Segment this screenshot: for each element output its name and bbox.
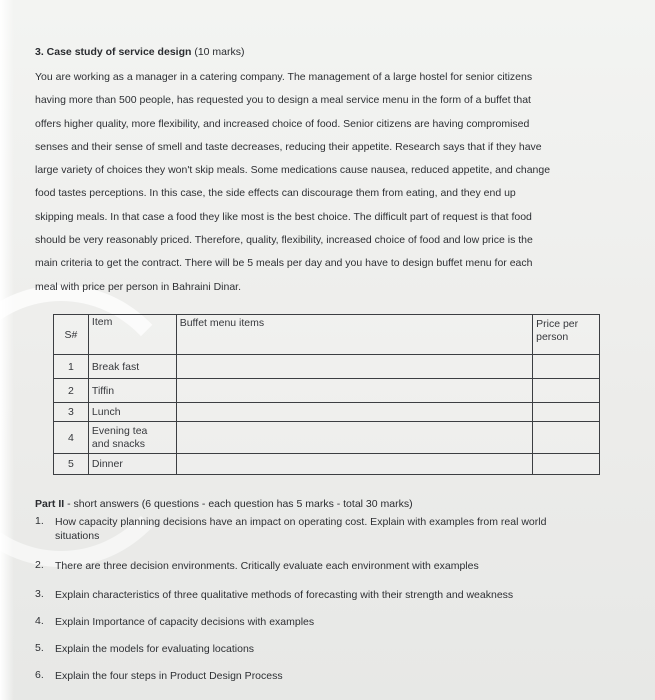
question-number: 5. — [35, 642, 44, 654]
table-row — [54, 422, 600, 454]
question-text: Explain Importance of capacity decisions with examples — [55, 616, 315, 628]
header-buffet-items: Buffet menu items — [176, 315, 532, 355]
row-item — [88, 422, 176, 454]
question-text: Explain the models for evaluating locations — [55, 643, 255, 655]
paragraph-line: main criteria to get the contract. There will be 5 meals per day and you have to design buffet menu for each — [35, 257, 533, 270]
question-number: 3. — [35, 588, 44, 600]
heading-title: 3. Case study of service design — [35, 46, 192, 58]
question-text-line1: How capacity planning decisions have an impact on operating cost. Explain with examples from real world — [55, 516, 547, 528]
row-sno: 2 — [54, 379, 89, 403]
row-item: Break fast — [88, 355, 176, 379]
row-price-cell — [533, 379, 600, 403]
row-price-cell — [533, 422, 600, 454]
question-text-line2: situations — [55, 530, 100, 542]
paragraph-line: having more than 500 people, has requested you to design a meal service menu in the form of a buffet that — [35, 94, 531, 107]
table-row — [54, 403, 600, 422]
row-price-cell — [533, 454, 600, 475]
paragraph-line: meal with price per person in Bahraini Dinar. — [35, 280, 242, 293]
heading-marks: (10 marks) — [194, 46, 245, 58]
paragraph-line: food tastes perceptions. In this case, the side effects can discourage them from eating, and they end up — [35, 187, 516, 200]
paragraph-line: offers higher quality, more flexibility, and increased choice of food. Senior citizens are having compromised — [35, 117, 530, 130]
question-text: Explain characteristics of three qualitative methods of forecasting with their strength and weakness — [55, 589, 514, 601]
row-price-cell — [533, 403, 600, 422]
part-two-title — [35, 498, 413, 510]
paragraph-line: senses and their sense of smell and taste decreases, reducing their appetite. Research says that if they have — [35, 140, 542, 153]
row-item: Dinner — [88, 454, 176, 475]
question-number: 1. — [35, 515, 44, 527]
paragraph-line: You are working as a manager in a catering company. The management of a large hostel for senior citizens — [35, 71, 533, 83]
row-sno: 1 — [54, 355, 89, 379]
row-buffet-cell — [176, 403, 532, 422]
row-buffet-cell — [176, 355, 532, 379]
row-buffet-cell — [176, 422, 532, 454]
row-item-line1: Evening tea — [91, 424, 148, 437]
header-sno: S# — [54, 315, 89, 355]
table-row — [54, 355, 600, 379]
row-price-cell — [533, 355, 600, 379]
table-row — [54, 379, 600, 403]
row-buffet-cell — [176, 454, 532, 475]
question-number: 2. — [35, 559, 44, 571]
question-text: There are three decision environments. Critically evaluate each environment with examples — [55, 560, 479, 572]
header-price-per-person — [533, 315, 600, 355]
table-header-row — [54, 315, 600, 355]
paragraph-line: should be very reasonably priced. Therefore, quality, flexibility, increased choice of food and low price is the — [35, 234, 533, 247]
row-item: Lunch — [88, 403, 176, 422]
table-row — [54, 454, 600, 475]
row-sno: 3 — [54, 403, 89, 422]
header-item: Item — [88, 315, 176, 355]
row-sno: 5 — [54, 454, 89, 475]
row-item-line2: and snacks — [91, 437, 146, 450]
row-buffet-cell — [176, 379, 532, 403]
row-item: Tiffin — [88, 379, 176, 403]
part-two-description: - short answers (6 questions - each question has 5 marks - total 30 marks) — [64, 498, 413, 510]
question-number: 4. — [35, 615, 44, 627]
question-text: Explain the four steps in Product Design Process — [55, 670, 283, 682]
paragraph-line: skipping meals. In that case a food they like most is the best choice. The difficult part of request is that food — [35, 210, 532, 223]
part-two-label: Part II — [35, 498, 65, 510]
case-study-paragraph — [35, 66, 625, 299]
question-text — [55, 515, 625, 543]
case-study-heading — [35, 46, 245, 58]
buffet-menu-table — [53, 314, 600, 475]
question-number: 6. — [35, 669, 44, 681]
paragraph-line: large variety of choices they won't skip meals. Some medications cause nausea, reduced appetite, and change — [35, 164, 551, 177]
row-sno: 4 — [54, 422, 89, 454]
header-price-line2: person — [536, 331, 569, 343]
header-price-line1: Price per — [536, 318, 579, 330]
